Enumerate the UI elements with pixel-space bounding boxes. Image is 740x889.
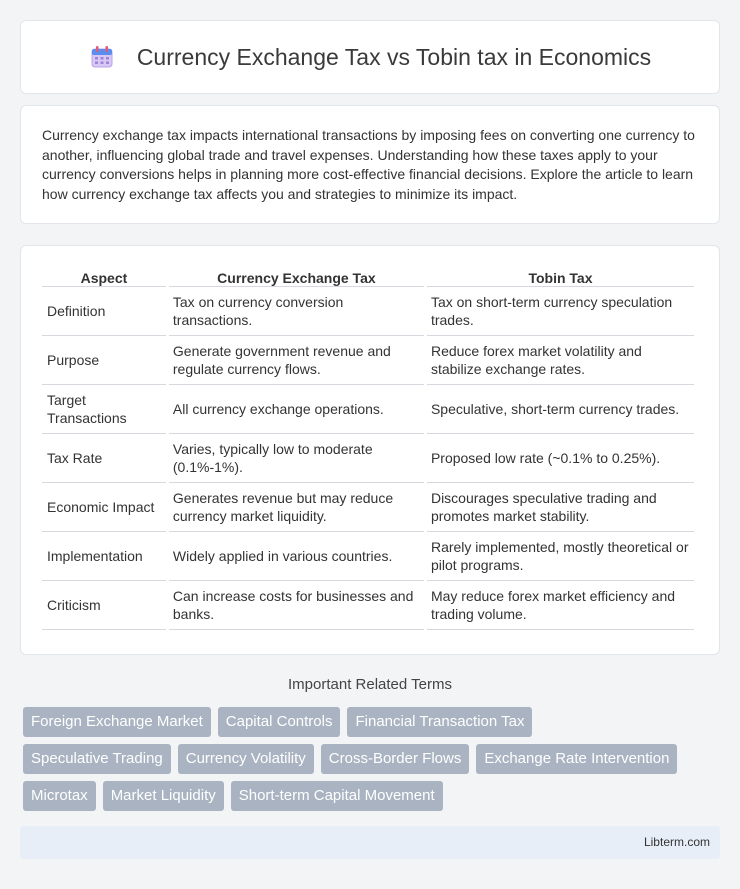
- intro-paragraph: Currency exchange tax impacts international transactions by imposing fees on converting one currency to another, influencing global trade and travel expenses. Understanding how these taxes apply to your currency conversions helps in planning more cost-effective financial decisions. Explore the article to learn how currency exchange tax affects you and strategies to minimize its impact.: [42, 127, 695, 202]
- title-card: [20, 20, 720, 94]
- currency-exchange-tax-cell: Can increase costs for businesses and banks.: [169, 581, 424, 630]
- aspect-cell: Economic Impact: [42, 483, 166, 532]
- tag-financial-transaction-tax[interactable]: Financial Transaction Tax: [347, 707, 532, 737]
- footer-site-link[interactable]: Libterm.com: [643, 835, 710, 849]
- aspect-cell: Definition: [42, 287, 166, 336]
- tag-row: [23, 707, 723, 737]
- aspect-cell: Target Transactions: [42, 385, 166, 434]
- column-header-aspect: Aspect: [42, 266, 166, 287]
- calendar-icon: [89, 44, 115, 70]
- tag-row: [23, 744, 723, 774]
- related-terms-list: [23, 707, 723, 818]
- tobin-tax-cell: Tax on short-term currency speculation trades.: [427, 287, 694, 336]
- tag-microtax[interactable]: Microtax: [23, 781, 96, 811]
- aspect-cell: Criticism: [42, 581, 166, 630]
- related-terms-heading: Important Related Terms: [288, 676, 452, 693]
- table-header-row: [42, 266, 694, 287]
- tag-cross-border-flows[interactable]: Cross-Border Flows: [321, 744, 470, 774]
- currency-exchange-tax-cell: Generate government revenue and regulate currency flows.: [169, 336, 424, 385]
- tobin-tax-cell: Proposed low rate (~0.1% to 0.25%).: [427, 434, 694, 483]
- tag-exchange-rate-intervention[interactable]: Exchange Rate Intervention: [476, 744, 677, 774]
- currency-exchange-tax-cell: Widely applied in various countries.: [169, 532, 424, 581]
- tag-row: [23, 781, 723, 811]
- footer: [20, 826, 720, 859]
- aspect-cell: Tax Rate: [42, 434, 166, 483]
- column-header-currency-exchange-tax: Currency Exchange Tax: [169, 266, 424, 287]
- comparison-table-card: [20, 245, 720, 655]
- tobin-tax-cell: Reduce forex market volatility and stabilize exchange rates.: [427, 336, 694, 385]
- page-title: Currency Exchange Tax vs Tobin tax in Economics: [136, 43, 652, 70]
- aspect-cell: Purpose: [42, 336, 166, 385]
- tag-foreign-exchange-market[interactable]: Foreign Exchange Market: [23, 707, 211, 737]
- comparison-table: [39, 266, 697, 630]
- currency-exchange-tax-cell: Varies, typically low to moderate (0.1%-1%).: [169, 434, 424, 483]
- tobin-tax-cell: Rarely implemented, mostly theoretical or pilot programs.: [427, 532, 694, 581]
- tag-market-liquidity[interactable]: Market Liquidity: [103, 781, 224, 811]
- currency-exchange-tax-cell: All currency exchange operations.: [169, 385, 424, 434]
- aspect-cell: Implementation: [42, 532, 166, 581]
- table-row: [42, 581, 694, 630]
- table-row: [42, 287, 694, 336]
- currency-exchange-tax-cell: Generates revenue but may reduce currency market liquidity.: [169, 483, 424, 532]
- currency-exchange-tax-cell: Tax on currency conversion transactions.: [169, 287, 424, 336]
- table-row: [42, 483, 694, 532]
- tobin-tax-cell: May reduce forex market efficiency and trading volume.: [427, 581, 694, 630]
- tobin-tax-cell: Discourages speculative trading and promotes market stability.: [427, 483, 694, 532]
- table-row: [42, 532, 694, 581]
- intro-card: [20, 105, 720, 224]
- tobin-tax-cell: Speculative, short-term currency trades.: [427, 385, 694, 434]
- table-row: [42, 434, 694, 483]
- tag-speculative-trading[interactable]: Speculative Trading: [23, 744, 171, 774]
- column-header-tobin-tax: Tobin Tax: [427, 266, 694, 287]
- tag-currency-volatility[interactable]: Currency Volatility: [178, 744, 314, 774]
- tag-capital-controls[interactable]: Capital Controls: [218, 707, 341, 737]
- table-row: [42, 385, 694, 434]
- tag-short-term-capital-movement[interactable]: Short-term Capital Movement: [231, 781, 443, 811]
- table-row: [42, 336, 694, 385]
